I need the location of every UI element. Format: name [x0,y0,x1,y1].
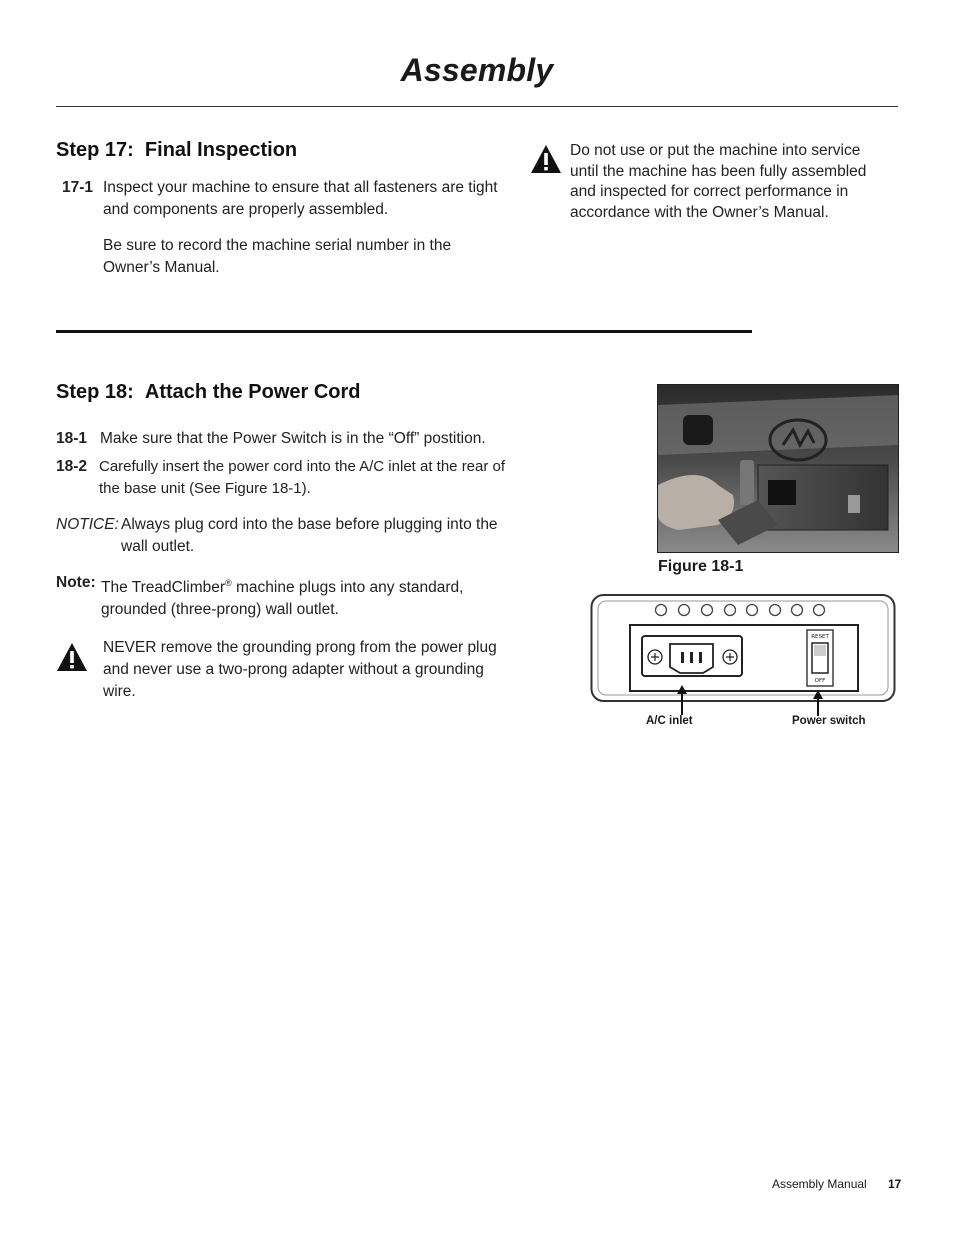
step18-title: Step 18: Attach the Power Cord [56,381,361,403]
figure-caption: Figure 18-1 [658,558,744,575]
notice-label: NOTICE: [56,516,119,533]
switch-bottom-label: OFF [814,678,826,684]
warning-triangle-icon [529,143,563,175]
section-divider [56,330,752,333]
ac-inlet-label: A/C inlet [646,715,693,727]
step18-item1-text: Make sure that the Power Switch is in the “Off” postition. [100,430,486,447]
power-switch-label: Power switch [792,715,866,727]
power-panel-diagram [590,593,896,705]
step17-warning-text: Do not use or put the machine into service until the machine has been fully assembled and inspected for correct performance in accordance with the Owner’s Manual. [570,142,867,221]
arrow-up-icon [812,690,824,716]
switch-top-label: RESET [811,634,829,640]
page-number: 17 [888,1177,902,1191]
figure-photo [657,384,899,553]
step17-item1-sub: Be sure to record the machine serial number in the Owner’s Manual. [103,237,452,276]
step17-title: Step 17: Final Inspection [56,139,298,161]
step17-item1-number: 17-1 [62,179,94,196]
step18-item1-number: 18-1 [56,430,88,447]
step18-warning-text: NEVER remove the grounding prong from the power plug and never use a two-prong adapter without a grounding wire. [103,639,497,700]
power-cord-photo [658,385,898,552]
step18-item2-text: Carefully insert the power cord into the A/C inlet at the rear of the base unit (See Figure 18-1). [99,458,506,497]
footer-manual-title: Assembly Manual [772,1177,867,1191]
step18-item2-number: 18-2 [56,458,88,475]
step17-item1-text: Inspect your machine to ensure that all fasteners are tight and components are properly assembled. [103,179,498,218]
page-title: Assembly [400,52,554,88]
note-text [101,572,481,621]
warning-triangle-icon [55,641,89,673]
note-label: Note: [56,574,96,591]
note-text-b: machine plugs into any standard, grounded (three-prong) wall outlet. [101,579,464,619]
notice-text: Always plug cord into the base before plugging into the wall outlet. [121,516,498,555]
header-divider [56,106,898,107]
arrow-up-icon [676,685,688,715]
registered-mark: ® [225,578,232,588]
note-text-a: The TreadClimber [101,579,226,597]
